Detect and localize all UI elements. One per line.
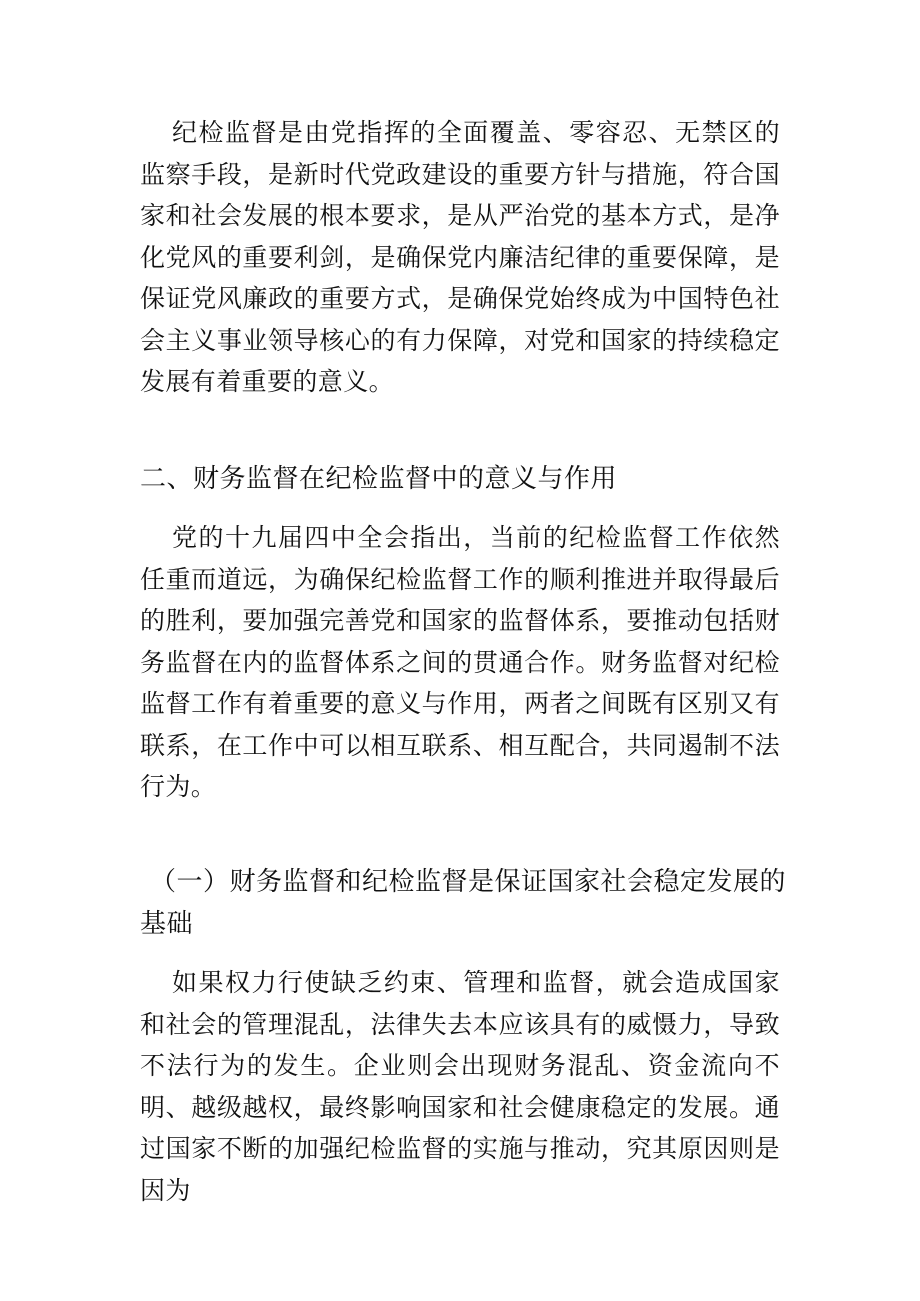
paragraph-financial-supervision: 党的十九届四中全会指出，当前的纪检监督工作依然任重而道远，为确保纪检监督工作的顺利推进并取得最后的胜利，要加强完善党和国家的监督体系，要推动包括财务监督在内的监督体系之间的贯通合作。财务监督对纪检监督工作有着重要的意义与作用，两者之间既有区别又有联系，在工作中可以相互联系、相互配合，共同遏制不法行为。 (140, 523, 780, 801)
subsection-heading-one: （一）财务监督和纪检监督是保证国家社会稳定发展的基础 (140, 867, 787, 939)
paragraph-discipline-supervision: 纪检监督是由党指挥的全面覆盖、零容忍、无禁区的监察手段，是新时代党政建设的重要方针与措施，符合国家和社会发展的根本要求，是从严治党的基本方式，是净化党风的重要利剑，是确保党内廉洁纪律的重要保障，是保证党风廉政的重要方式，是确保党始终成为中国特色社会主义事业领导核心的有力保障，对党和国家的持续稳定发展有着重要的意义。 (140, 118, 780, 396)
paragraph-power-constraint: 如果权力行使缺乏约束、管理和监督，就会造成国家和社会的管理混乱，法律失去本应该具有的威慑力，导致不法行为的发生。企业则会出现财务混乱、资金流向不明、越级越权，最终影响国家和社会健康稳定的发展。通过国家不断的加强纪检监督的实施与推动，究其原因则是因为 (140, 968, 780, 1205)
section-heading-two: 二、财务监督在纪检监督中的意义与作用 (140, 464, 618, 494)
